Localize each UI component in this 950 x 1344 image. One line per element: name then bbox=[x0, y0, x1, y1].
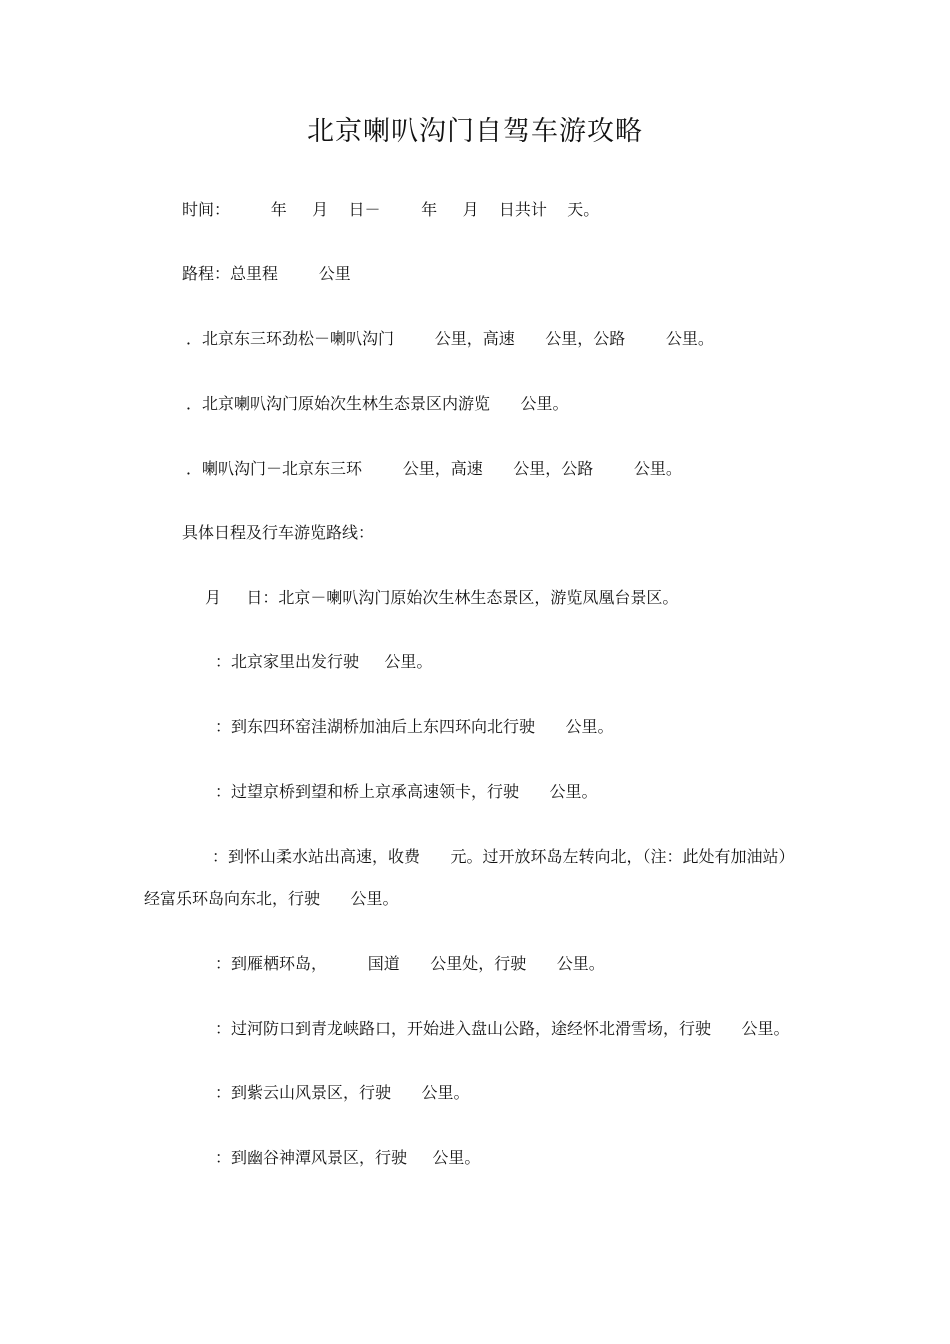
step-5: ：到雁栖环岛， 国道 公里处，行驶 公里。 bbox=[215, 954, 605, 973]
route-item-3: ．喇叭沟门－北京东三环 公里，高速 公里，公路 公里。 bbox=[186, 459, 682, 478]
step-6: ：过河防口到青龙峡路口，开始进入盘山公路，途经怀北滑雪场，行驶 公里。 bbox=[215, 1019, 790, 1038]
step-7: ：到紫云山风景区，行驶 公里。 bbox=[215, 1083, 470, 1102]
route-total-line: 路程：总里程 公里 bbox=[182, 264, 351, 283]
step-4-continued: 经富乐环岛向东北，行驶 公里。 bbox=[144, 889, 399, 908]
page-title: 北京喇叭沟门自驾车游攻略 bbox=[307, 116, 643, 147]
step-3: ：过望京桥到望和桥上京承高速领卡，行驶 公里。 bbox=[215, 782, 598, 801]
step-1: ：北京家里出发行驶 公里。 bbox=[215, 652, 433, 671]
step-8: ：到幽谷神潭风景区，行驶 公里。 bbox=[215, 1148, 481, 1167]
step-2: ：到东四环窑洼湖桥加油后上东四环向北行驶 公里。 bbox=[215, 717, 614, 736]
day-heading: 月 日：北京－喇叭沟门原始次生林生态景区，游览凤凰台景区。 bbox=[205, 588, 679, 607]
route-item-2: ．北京喇叭沟门原始次生林生态景区内游览 公里。 bbox=[186, 394, 569, 413]
step-4: ：到怀山柔水站出高速，收费 元。过开放环岛左转向北，（注：此处有加油站） bbox=[212, 847, 795, 866]
route-item-1: ．北京东三环劲松－喇叭沟门 公里，高速 公里，公路 公里。 bbox=[186, 329, 714, 348]
time-line: 时间： 年 月 日－ 年 月 日共计 天。 bbox=[182, 200, 600, 219]
schedule-heading: 具体日程及行车游览路线： bbox=[182, 523, 375, 542]
